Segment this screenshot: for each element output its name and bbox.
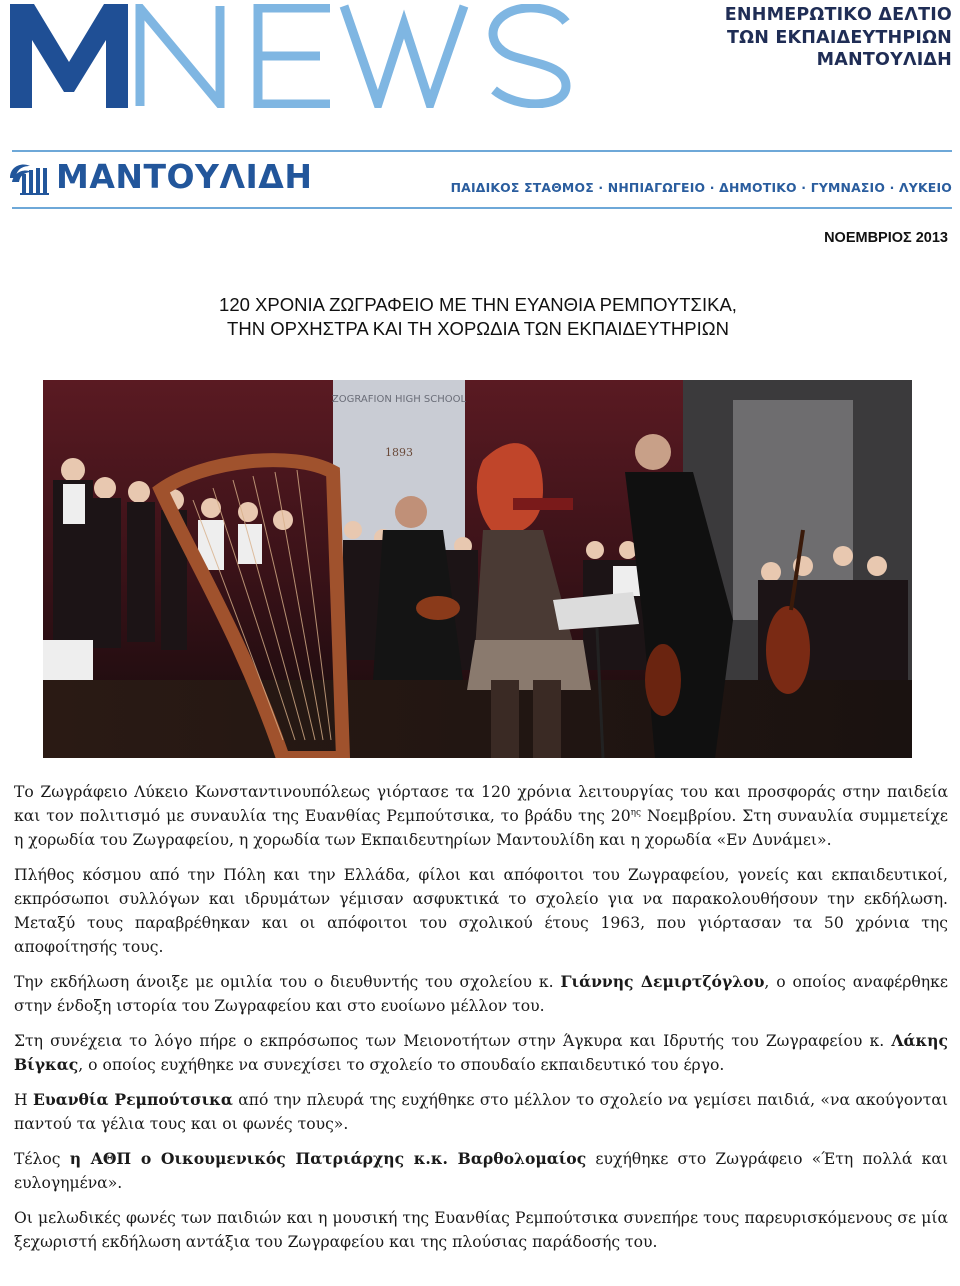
banner-year-text: 1893 — [385, 446, 413, 459]
tagline-line-3: ΜΑΝΤΟΥΛΙΔΗ — [816, 50, 952, 70]
headline-line-1: 120 ΧΡΟΝΙΑ ΖΩΓΡΑΦΕΙΟ ΜΕ ΤΗΝ ΕΥΑΝΘΙΑ ΡΕΜΠΟΥΤΣΙΚΑ, — [219, 294, 737, 315]
person-name-director: Γιάννης Δεμιρτζόγλου — [560, 972, 765, 991]
school-levels: ΠΑΙΔΙΚΟΣ ΣΤΑΘΜΟΣ · ΝΗΠΙΑΓΩΓΕΙΟ · ΔΗΜΟΤΙΚΟ · ΓΥΜΝΑΣΙΟ · ΛΥΚΕΙΟ — [450, 180, 952, 195]
article-paragraph-4: Στη συνέχεια το λόγο πήρε ο εκπρόσωπος των Μειονοτήτων στην Άγκυρα και Ιδρυτής του Ζωγραφείου κ. Λάκης Βίγκας, ο οποίος ευχήθηκε να συνεχίσει το σχολείο το σπουδαίο εκπαιδευτικό του έργο. — [14, 1031, 948, 1074]
school-bar — [0, 152, 960, 212]
article-paragraph-5: Η Ευανθία Ρεμπούτσικα από την πλευρά της ευχήθηκε στο μέλλον το σχολείο να γεμίσει παιδιά, «να ακούγονται παντού τα γέλια τους και οι φωνές τους». — [14, 1090, 948, 1133]
mnews-logo-m — [10, 4, 128, 108]
article-body — [14, 780, 948, 1265]
person-name-patriarch: η ΑΘΠ ο Οικουμενικός Πατριάρχης κ.κ. Βαρθολομαίος — [69, 1149, 587, 1168]
person-name-composer: Ευανθία Ρεμπούτσικα — [33, 1090, 233, 1109]
banner-school-text: ZOGRAFION HIGH SCHOOL — [331, 394, 467, 405]
concert-photo-illustration — [43, 380, 912, 758]
article-paragraph-2: Πλήθος κόσμου από την Πόλη και την Ελλάδα, φίλοι και απόφοιτοι του Ζωγραφείου, γονείς και εκπαιδευτικοί, εκπρόσωποι συλλόγων και ιδρυμάτων γέμισαν ασφυκτικά το σχολείο για να παρακολουθήσουν την εκδήλωση. Μεταξύ τους παραβρέθηκαν και οι απόφοιτοι του σχολικού έτους 1963, που γιόρτασαν τα 50 χρόνια της αποφοίτησής τους. — [14, 866, 948, 956]
headline-line-2: ΤΗΝ ΟΡΧΗΣΤΡΑ ΚΑΙ ΤΗ ΧΟΡΩΔΙΑ ΤΩΝ ΕΚΠΑΙΔΕΥΤΗΡΙΩΝ — [227, 318, 729, 339]
article-paragraph-3: Την εκδήλωση άνοιξε με ομιλία του ο διευθυντής του σχολείου κ. Γιάννης Δεμιρτζόγλου, ο οποίος αναφέρθηκε στην ένδοξη ιστορία του Ζωγραφείου και στο ευοίωνο μέλλον του. — [14, 972, 948, 1015]
article-paragraph-6: Τέλος η ΑΘΠ ο Οικουμενικός Πατριάρχης κ.κ. Βαρθολομαίος ευχήθηκε στο Ζωγράφειο «Έτη πολλά και ευλογημένα». — [14, 1149, 948, 1192]
issue-date: ΝΟΕΜΒΡΙΟΣ 2013 — [824, 230, 948, 246]
school-emblem-icon — [8, 160, 50, 196]
tagline-line-1: ΕΝΗΜΕΡΩΤΙΚΟ ΔΕΛΤΙΟ — [724, 5, 952, 25]
article-paragraph-1: Το Ζωγράφειο Λύκειο Κωνσταντινουπόλεως γιόρτασε τα 120 χρόνια λειτουργίας του και προσφοράς στην παιδεία και τον πολιτισμό με συναυλία της Ευανθίας Ρεμπούτσικα, το βράδυ της $20^{\eta\varsigma}$ Νοεμβρίου. Στη συναυλία συμμετείχε η χορωδία του Ζωγραφείου, η χορωδία των Εκπαιδευτηρίων Μαντουλίδη και η χορωδία «Εν Δυνάμει». — [14, 783, 948, 849]
person-name-founder: Λάκης Βίγκας — [14, 1031, 948, 1074]
article-headline — [0, 293, 956, 341]
mnews-logo-news — [134, 4, 574, 108]
school-name: ΜΑΝΤΟΥΛΙΔΗ — [56, 157, 313, 196]
masthead-rule-bottom — [12, 207, 952, 209]
newsletter-tagline — [725, 4, 952, 72]
masthead — [0, 0, 960, 150]
concert-photo — [43, 380, 912, 758]
tagline-line-2: ΤΩΝ ΕΚΠΑΙΔΕΥΤΗΡΙΩΝ — [727, 27, 952, 48]
article-paragraph-7: Οι μελωδικές φωνές των παιδιών και η μουσική της Ευανθίας Ρεμπούτσικα συνεπήρε τους παρευρισκόμενους σε μία ξεχωριστή εκδήλωση αντάξια του Ζωγραφείου και της πλούσιας παράδοσής του. — [14, 1209, 948, 1251]
